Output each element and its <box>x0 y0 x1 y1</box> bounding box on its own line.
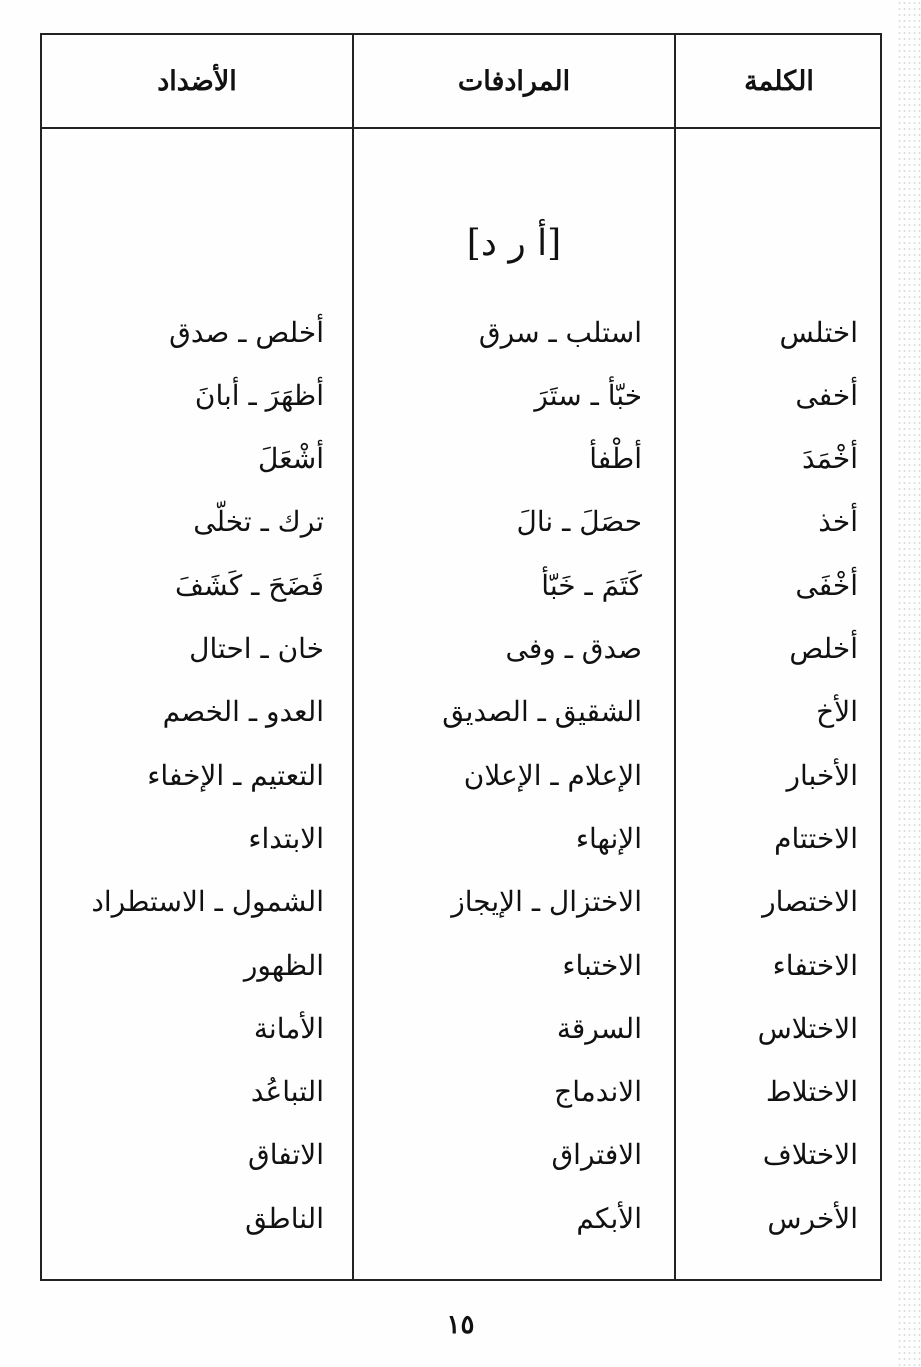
synonyms-cell: حصَلَ ـ نالَ <box>516 505 642 539</box>
antonyms-cell: خان ـ احتال <box>189 632 324 665</box>
word-cell: الأخرس <box>767 1201 858 1235</box>
header-word: الكلمة <box>744 65 814 97</box>
table-row <box>42 619 884 679</box>
word-cell: الاختفاء <box>772 948 858 982</box>
table-row <box>42 1188 884 1248</box>
antonyms-cell: الظهور <box>243 948 324 982</box>
synonyms-cell: الإنهاء <box>575 821 642 855</box>
antonyms-cell: الشمول ـ الاستطراد <box>91 885 324 919</box>
synonyms-cell: الاختزال ـ الإيجاز <box>451 885 642 919</box>
word-cell: أخلص <box>789 632 858 665</box>
synonyms-cell: كَتَمَ ـ خَبّأ <box>541 568 642 602</box>
synonyms-cell: السرقة <box>556 1011 642 1045</box>
table-row <box>42 429 884 489</box>
table-row <box>42 682 884 742</box>
table-row <box>42 492 884 552</box>
synonyms-cell: الأبكم <box>576 1201 642 1235</box>
word-cell: الاختلاط <box>765 1075 858 1109</box>
word-cell: اختلس <box>779 315 858 349</box>
antonyms-cell: ترك ـ تخلّى <box>193 505 324 539</box>
synonyms-cell: صدق ـ وفى <box>505 632 642 665</box>
word-cell: الاختلاس <box>757 1011 858 1045</box>
antonyms-cell: العدو ـ الخصم <box>162 695 324 729</box>
synonyms-cell: أطْفأ <box>589 442 642 476</box>
antonyms-cell: أخلص ـ صدق <box>169 315 324 349</box>
antonyms-cell: الاتفاق <box>248 1138 324 1172</box>
table-row <box>42 365 884 425</box>
word-cell: أخْفَى <box>795 568 858 602</box>
section-title: [أ ر د] <box>466 223 562 264</box>
synonyms-cell: الإعلام ـ الإعلان <box>463 758 642 792</box>
synonyms-cell: الاختباء <box>562 948 642 982</box>
synonyms-cell: الشقيق ـ الصديق <box>442 695 642 729</box>
word-cell: أخذ <box>818 505 858 539</box>
table-row <box>42 808 884 868</box>
page-edge-texture <box>897 0 921 1367</box>
header-antonyms: الأضداد <box>157 65 237 97</box>
table-row <box>42 745 884 805</box>
antonyms-cell: أشْعَلَ <box>258 442 324 476</box>
antonyms-cell: أظهَرَ ـ أبانَ <box>194 378 324 412</box>
table-row <box>42 872 884 932</box>
header-synonyms: المرادفات <box>457 65 571 97</box>
table-row <box>42 302 884 362</box>
header-divider <box>42 127 880 129</box>
word-cell: الاختصار <box>762 885 858 919</box>
table-row <box>42 555 884 615</box>
synonyms-cell: استلب ـ سرق <box>478 315 642 349</box>
antonyms-cell: الناطق <box>245 1201 324 1235</box>
antonyms-cell: الأمانة <box>253 1011 324 1045</box>
synonyms-cell: خبّأ ـ ستَرَ <box>534 378 642 412</box>
antonyms-cell: فَضَحَ ـ كَشَفَ <box>174 568 324 602</box>
table-row <box>42 1062 884 1122</box>
synonyms-cell: الافتراق <box>551 1138 642 1172</box>
word-cell: أخفى <box>795 378 858 412</box>
synonyms-antonyms-table <box>40 33 882 1281</box>
word-cell: الأخ <box>816 695 858 729</box>
antonyms-cell: الابتداء <box>248 821 324 855</box>
antonyms-cell: التعتيم ـ الإخفاء <box>147 758 324 792</box>
page-number: ١٥ <box>446 1310 475 1340</box>
table-row <box>42 935 884 995</box>
word-cell: الاختتام <box>774 821 858 855</box>
word-cell: الاختلاف <box>762 1138 858 1172</box>
synonyms-cell: الاندماج <box>554 1075 642 1109</box>
table-row <box>42 998 884 1058</box>
word-cell: الأخبار <box>786 758 858 792</box>
antonyms-cell: التباعُد <box>250 1075 324 1109</box>
table-row <box>42 1125 884 1185</box>
word-cell: أخْمَدَ <box>802 442 858 476</box>
